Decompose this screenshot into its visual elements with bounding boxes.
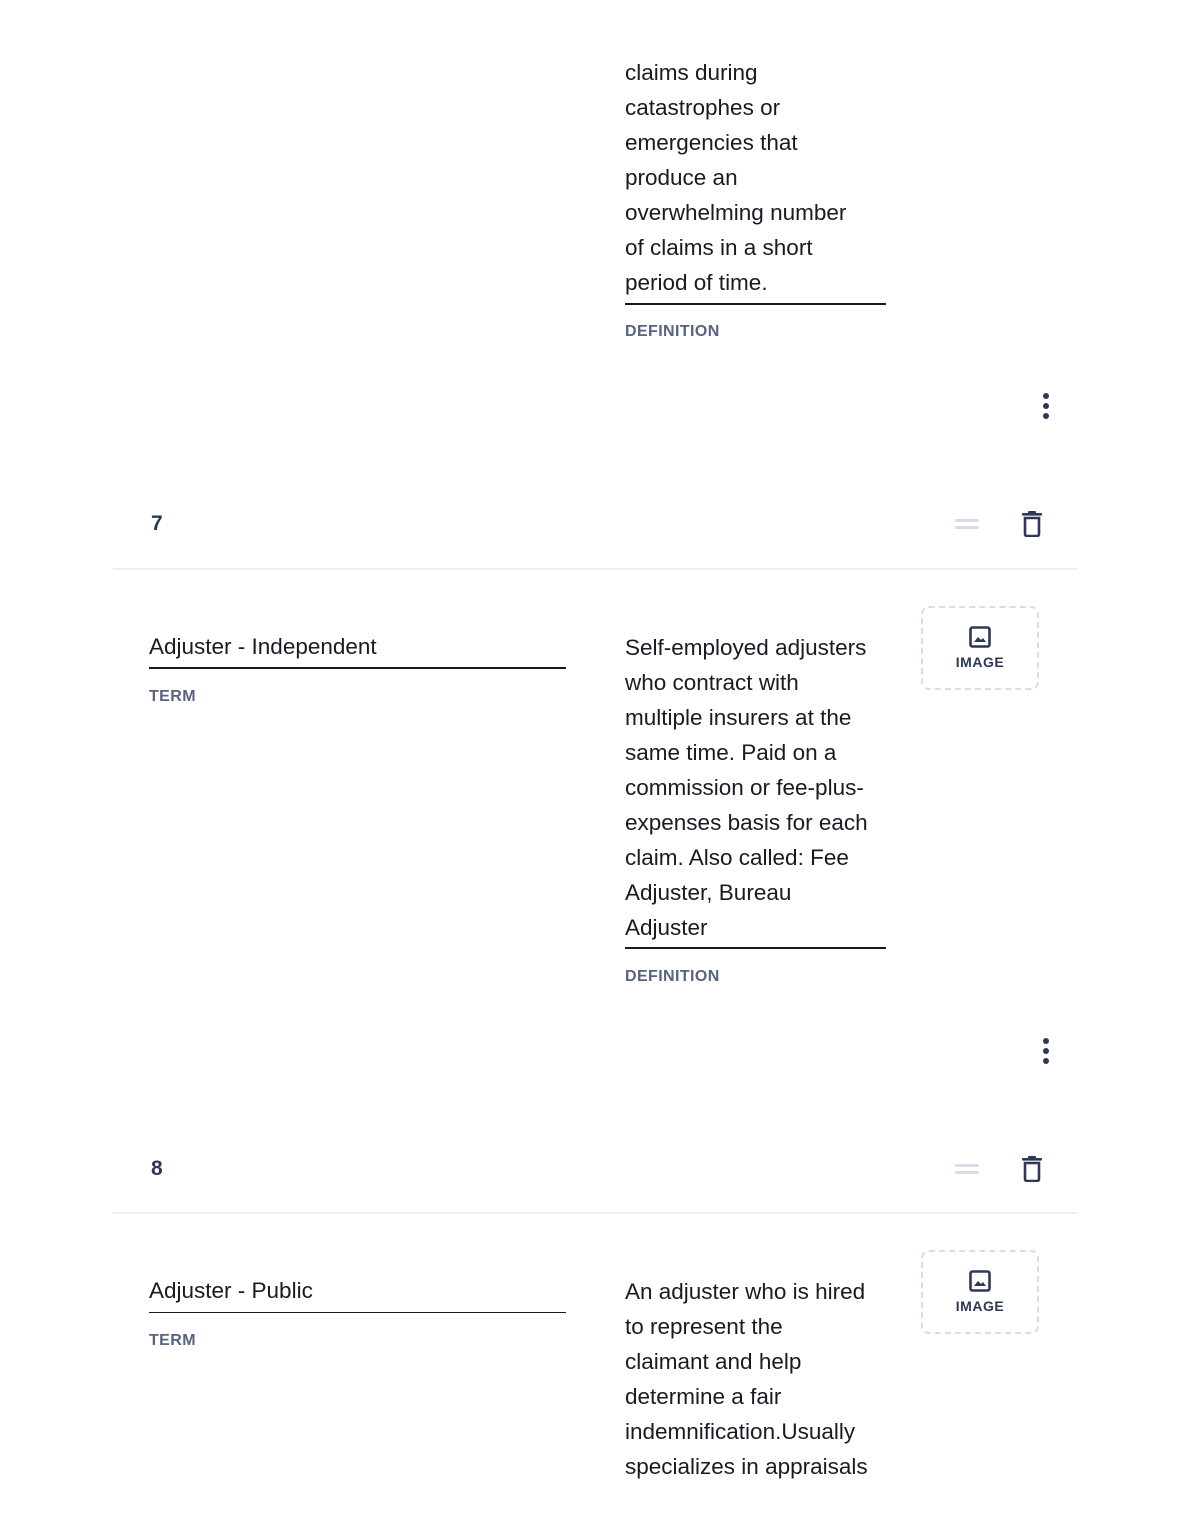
more-options-button[interactable] xyxy=(1032,1035,1060,1067)
trash-icon xyxy=(1021,1156,1043,1182)
drag-handle-icon xyxy=(955,517,979,531)
term-field[interactable]: Adjuster - Public xyxy=(149,1278,313,1303)
term-underline xyxy=(149,667,566,669)
more-vertical-icon xyxy=(1042,1037,1050,1065)
image-label: IMAGE xyxy=(955,654,1005,670)
term-underline xyxy=(149,1312,566,1313)
definition-field[interactable]: An adjuster who is hired to represent the claimant and help determine a fair indemnification.Usually specializes in appraisals xyxy=(625,1279,868,1479)
definition-label: DEFINITION xyxy=(625,323,720,340)
more-options-button[interactable] xyxy=(1032,390,1060,422)
card-number: 8 xyxy=(151,1157,163,1180)
delete-card-button[interactable] xyxy=(1016,1153,1048,1185)
add-image-button[interactable] xyxy=(921,606,1039,690)
definition-underline xyxy=(625,947,886,949)
term-label: TERM xyxy=(149,1332,196,1349)
card-header-divider xyxy=(113,568,1078,570)
definition-field[interactable]: claims during catastrophes or emergencies that produce an overwhelming number of claims in a short period of time. xyxy=(625,60,847,295)
definition-field[interactable]: Self-employed adjusters who contract with multiple insurers at the same time. Paid on a commission or fee-plus- expenses basis for each claim. Also called: Fee Adjuster, Bureau Adjuster xyxy=(625,635,868,940)
add-image-button[interactable] xyxy=(921,1250,1039,1334)
definition-label: DEFINITION xyxy=(625,968,720,985)
definition-underline xyxy=(625,303,886,305)
term-label: TERM xyxy=(149,688,196,705)
drag-handle-button[interactable] xyxy=(950,1155,984,1183)
delete-card-button[interactable] xyxy=(1016,508,1048,540)
trash-icon xyxy=(1021,511,1043,537)
card-number: 7 xyxy=(151,512,163,535)
drag-handle-icon xyxy=(955,1162,979,1176)
image-icon xyxy=(969,626,991,648)
image-icon xyxy=(969,1270,991,1292)
image-label: IMAGE xyxy=(955,1298,1005,1314)
more-vertical-icon xyxy=(1042,392,1050,420)
card-header-divider xyxy=(113,1212,1078,1214)
term-field[interactable]: Adjuster - Independent xyxy=(149,634,377,659)
drag-handle-button[interactable] xyxy=(950,510,984,538)
